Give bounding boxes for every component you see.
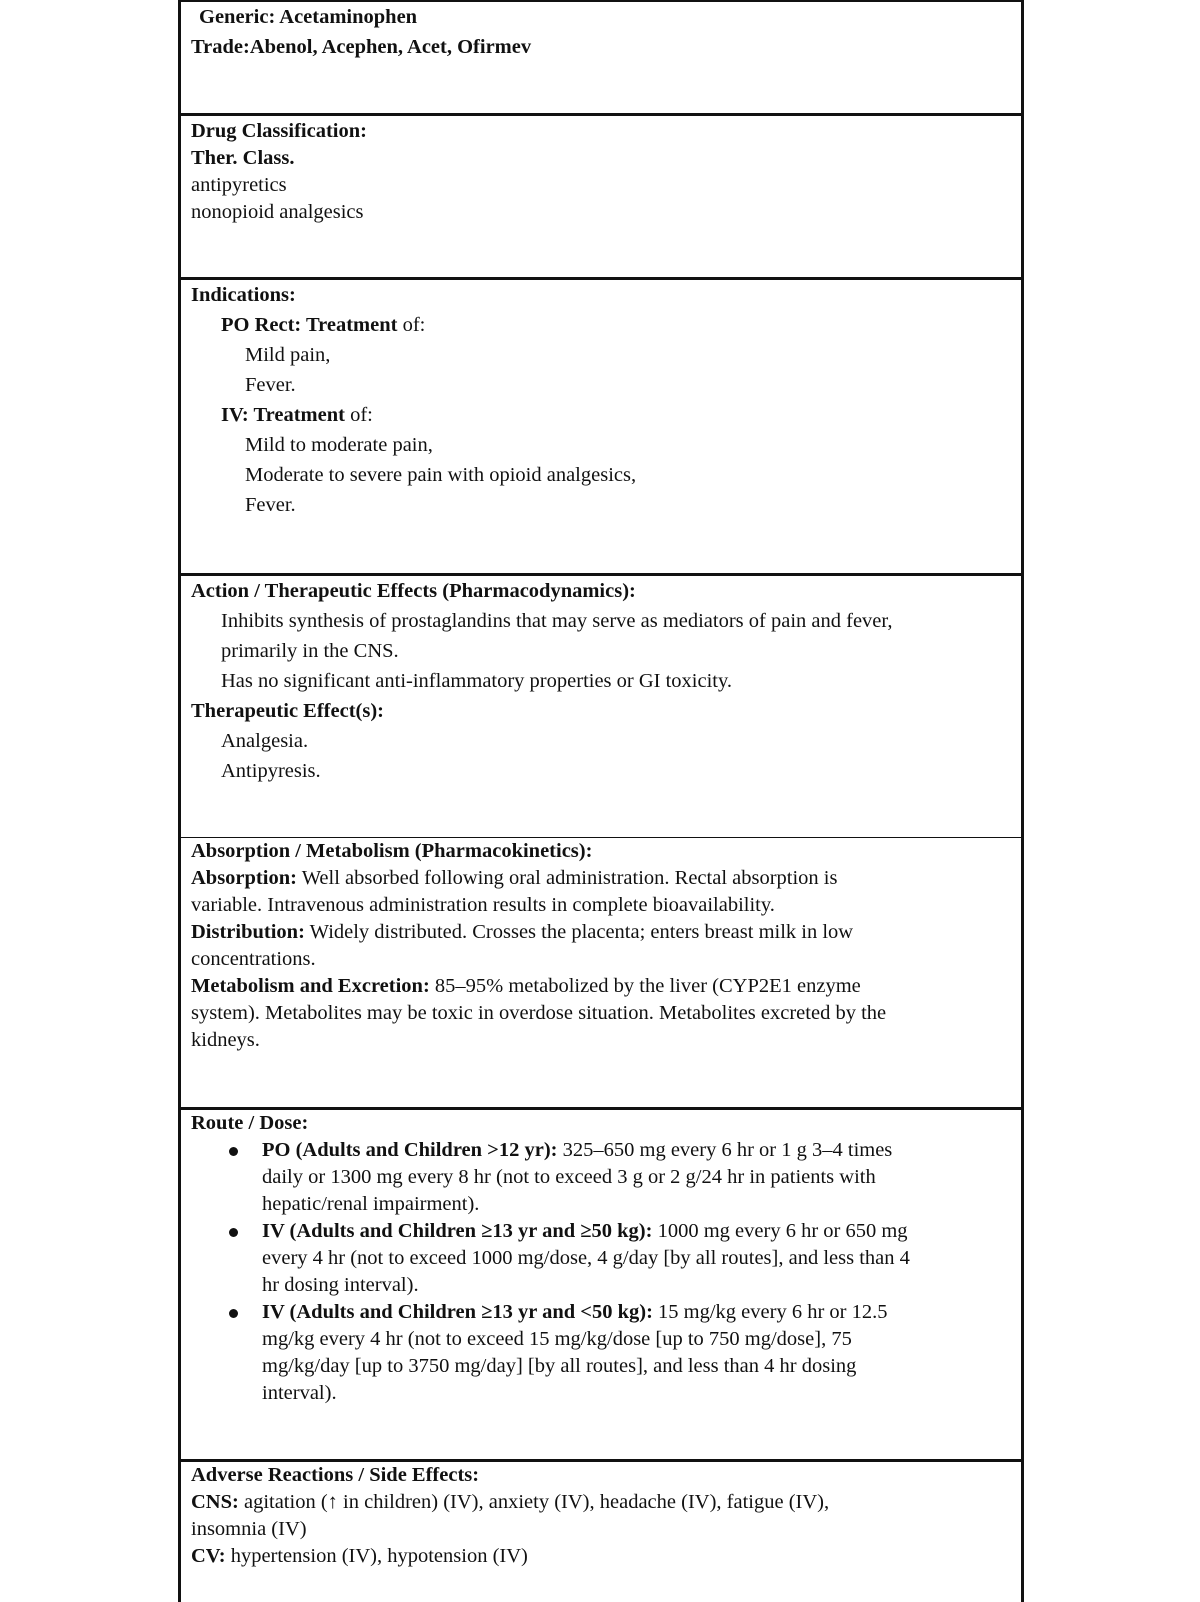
absorption-text: variable. Intravenous administration results in complete bioavailability. bbox=[191, 894, 775, 916]
cns-text: agitation (↑ in children) (IV), anxiety (IV), headache (IV), fatigue (IV), bbox=[238, 1491, 830, 1513]
bullet-icon bbox=[229, 1309, 238, 1318]
action-line: Inhibits synthesis of prostaglandins that may serve as mediators of pain and fever, bbox=[221, 610, 893, 632]
metabolism-label: Metabolism and Excretion: bbox=[191, 975, 430, 997]
indication-item: Moderate to severe pain with opioid analgesics, bbox=[245, 464, 637, 486]
drug-names-section bbox=[181, 2, 1021, 116]
therapeutic-effect-item: Antipyresis. bbox=[221, 760, 321, 782]
indications-title: Indications: bbox=[191, 284, 296, 306]
indication-item: Mild pain, bbox=[245, 344, 331, 366]
dose-text: 1000 mg every 6 hr or 650 mg bbox=[652, 1220, 908, 1242]
therapeutic-effects-title: Therapeutic Effect(s): bbox=[191, 700, 384, 722]
pk-title: Absorption / Metabolism (Pharmacokinetics): bbox=[191, 840, 593, 862]
cv-label: CV: bbox=[191, 1545, 226, 1567]
dose-route-label: IV (Adults and Children ≥13 yr and <50 kg): bbox=[262, 1301, 653, 1323]
cv-line bbox=[191, 1543, 1011, 1570]
therapeutic-effect-item: Analgesia. bbox=[221, 730, 309, 752]
dose-item bbox=[191, 1299, 1011, 1407]
pharmacokinetics-section bbox=[181, 838, 1021, 1110]
indication-item: Fever. bbox=[245, 374, 296, 396]
trade-line bbox=[191, 32, 1011, 62]
dose-text: mg/kg/day [up to 3750 mg/day] [by all routes], and less than 4 hr dosing bbox=[262, 1355, 857, 1377]
ther-class-label: Ther. Class. bbox=[191, 147, 295, 169]
trade-names: Abenol, Acephen, Acet, Ofirmev bbox=[249, 36, 532, 58]
dose-text: mg/kg every 4 hr (not to exceed 15 mg/kg/dose [up to 750 mg/dose], 75 bbox=[262, 1328, 852, 1350]
distribution-label: Distribution: bbox=[191, 921, 305, 943]
action-section bbox=[181, 576, 1021, 838]
metabolism-text: 85–95% metabolized by the liver (CYP2E1 enzyme bbox=[429, 975, 861, 997]
po-treatment-label: PO Rect: Treatment bbox=[221, 314, 398, 336]
dose-line bbox=[262, 1137, 1011, 1164]
metabolism-text: system). Metabolites may be toxic in overdose situation. Metabolites excreted by the bbox=[191, 1002, 887, 1024]
cns-line bbox=[191, 1489, 1011, 1516]
class-item: nonopioid analgesics bbox=[191, 201, 364, 223]
generic-name: Acetaminophen bbox=[279, 6, 418, 28]
indication-item: Fever. bbox=[245, 494, 296, 516]
metabolism-line bbox=[191, 973, 1011, 1000]
dose-text: every 4 hr (not to exceed 1000 mg/dose, 4 g/day [by all routes], and less than 4 bbox=[262, 1247, 910, 1269]
dose-text: 15 mg/kg every 6 hr or 12.5 bbox=[652, 1301, 888, 1323]
class-item: antipyretics bbox=[191, 174, 287, 196]
dose-line bbox=[262, 1218, 1011, 1245]
dose-list bbox=[191, 1137, 1011, 1407]
absorption-label: Absorption: bbox=[191, 867, 297, 889]
action-title: Action / Therapeutic Effects (Pharmacodynamics): bbox=[191, 580, 636, 602]
drug-card bbox=[178, 0, 1024, 1602]
dose-route-label: IV (Adults and Children ≥13 yr and ≥50 kg): bbox=[262, 1220, 653, 1242]
dose-line bbox=[262, 1299, 1011, 1326]
generic-line bbox=[191, 2, 1011, 32]
absorption-line bbox=[191, 865, 1011, 892]
classification-section bbox=[181, 116, 1021, 280]
iv-treatment-line bbox=[191, 400, 1011, 430]
dose-route-label: PO (Adults and Children >12 yr): bbox=[262, 1139, 558, 1161]
cns-label: CNS: bbox=[191, 1491, 239, 1513]
bullet-icon bbox=[229, 1228, 238, 1237]
distribution-line bbox=[191, 919, 1011, 946]
cns-text: insomnia (IV) bbox=[191, 1518, 307, 1540]
route-dose-section bbox=[181, 1110, 1021, 1462]
distribution-text: Widely distributed. Crosses the placenta; enters breast milk in low bbox=[304, 921, 854, 943]
po-treatment-line bbox=[191, 310, 1011, 340]
absorption-text: Well absorbed following oral administration. Rectal absorption is bbox=[296, 867, 838, 889]
po-of: of: bbox=[397, 314, 426, 336]
adverse-title: Adverse Reactions / Side Effects: bbox=[191, 1464, 480, 1486]
route-dose-title: Route / Dose: bbox=[191, 1112, 309, 1134]
classification-title: Drug Classification: bbox=[191, 120, 367, 142]
generic-label: Generic: bbox=[199, 6, 276, 28]
iv-treatment-label: IV: Treatment bbox=[221, 404, 345, 426]
bullet-icon bbox=[229, 1147, 238, 1156]
adverse-reactions-section bbox=[181, 1462, 1021, 1602]
iv-of: of: bbox=[344, 404, 373, 426]
dose-text: daily or 1300 mg every 8 hr (not to exceed 3 g or 2 g/24 hr in patients with bbox=[262, 1166, 876, 1188]
indications-section bbox=[181, 280, 1021, 576]
distribution-text: concentrations. bbox=[191, 948, 316, 970]
metabolism-text: kidneys. bbox=[191, 1029, 260, 1051]
cv-text: hypertension (IV), hypotension (IV) bbox=[225, 1545, 528, 1567]
dose-text: hepatic/renal impairment). bbox=[262, 1193, 480, 1215]
action-line: Has no significant anti-inflammatory properties or GI toxicity. bbox=[221, 670, 733, 692]
dose-item bbox=[191, 1218, 1011, 1299]
action-line: primarily in the CNS. bbox=[221, 640, 399, 662]
dose-text: 325–650 mg every 6 hr or 1 g 3–4 times bbox=[557, 1139, 893, 1161]
dose-text: hr dosing interval). bbox=[262, 1274, 419, 1296]
dose-item bbox=[191, 1137, 1011, 1218]
dose-text: interval). bbox=[262, 1382, 337, 1404]
trade-label: Trade: bbox=[191, 36, 250, 58]
indication-item: Mild to moderate pain, bbox=[245, 434, 433, 456]
